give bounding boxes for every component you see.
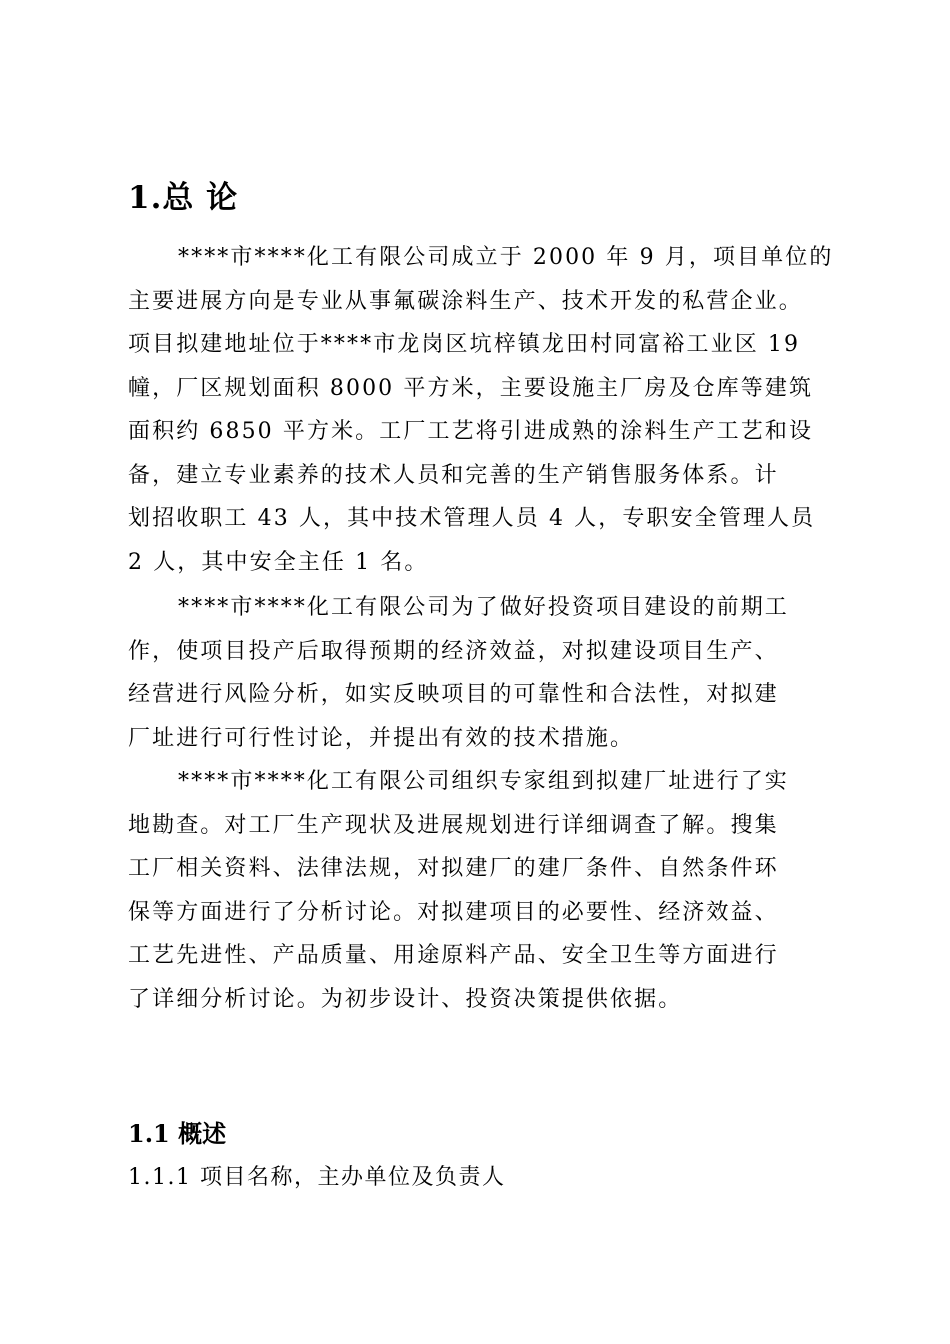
paragraph-line: 2 人，其中安全主任 1 名。 [128,549,429,575]
subsection-heading: 1.1.1 项目名称，主办单位及负责人 [128,1165,506,1190]
chapter-heading: 1.总 论 [128,180,239,216]
paragraph-line: ****市****化工有限公司组织专家组到拟建厂址进行了实 [178,769,789,794]
paragraph-purpose [128,586,833,760]
paragraph-line: 项目拟建地址位于****市龙岗区坑梓镇龙田村同富裕工业区 19 [128,332,801,357]
paragraph-line: 地勘查。对工厂生产现状及进展规划进行详细调查了解。搜集 [128,812,779,838]
paragraph-line: 划招收职工 43 人，其中技术管理人员 4 人，专职安全管理人员 [128,506,816,531]
paragraph-line: 作，使项目投产后取得预期的经济效益，对拟建设项目生产、 [128,638,779,664]
paragraph-line: 了详细分析讨论。为初步设计、投资决策提供依据。 [128,986,683,1012]
paragraph-line: 厂址进行可行性讨论，并提出有效的技术措施。 [128,725,635,751]
paragraph-line: 工厂相关资料、法律法规，对拟建厂的建厂条件、自然条件环 [128,856,779,881]
paragraph-line: 备，建立专业素养的技术人员和完善的生产销售服务体系。计 [128,462,779,488]
section-heading: 1.1 概述 [128,1119,227,1148]
paragraph-line: ****市****化工有限公司为了做好投资项目建设的前期工 [178,595,789,620]
paragraph-line: 主要进展方向是专业从事氟碳涂料生产、技术开发的私营企业。 [128,288,803,314]
paragraph-intro [128,236,833,584]
paragraph-survey [128,760,833,1021]
paragraph-line: 面积约 6850 平方米。工厂工艺将引进成熟的涂料生产工艺和设 [128,419,814,444]
paragraph-line: 保等方面进行了分析讨论。对拟建项目的必要性、经济效益、 [128,899,779,925]
paragraph-line: 幢，厂区规划面积 8000 平方米，主要设施主厂房及仓库等建筑 [128,375,814,401]
paragraph-line: 工艺先进性、产品质量、用途原料产品、安全卫生等方面进行 [128,943,779,968]
paragraph-line: ****市****化工有限公司成立于 2000 年 9 月，项目单位的 [178,245,834,270]
paragraph-line: 经营进行风险分析，如实反映项目的可靠性和合法性，对拟建 [128,682,779,707]
